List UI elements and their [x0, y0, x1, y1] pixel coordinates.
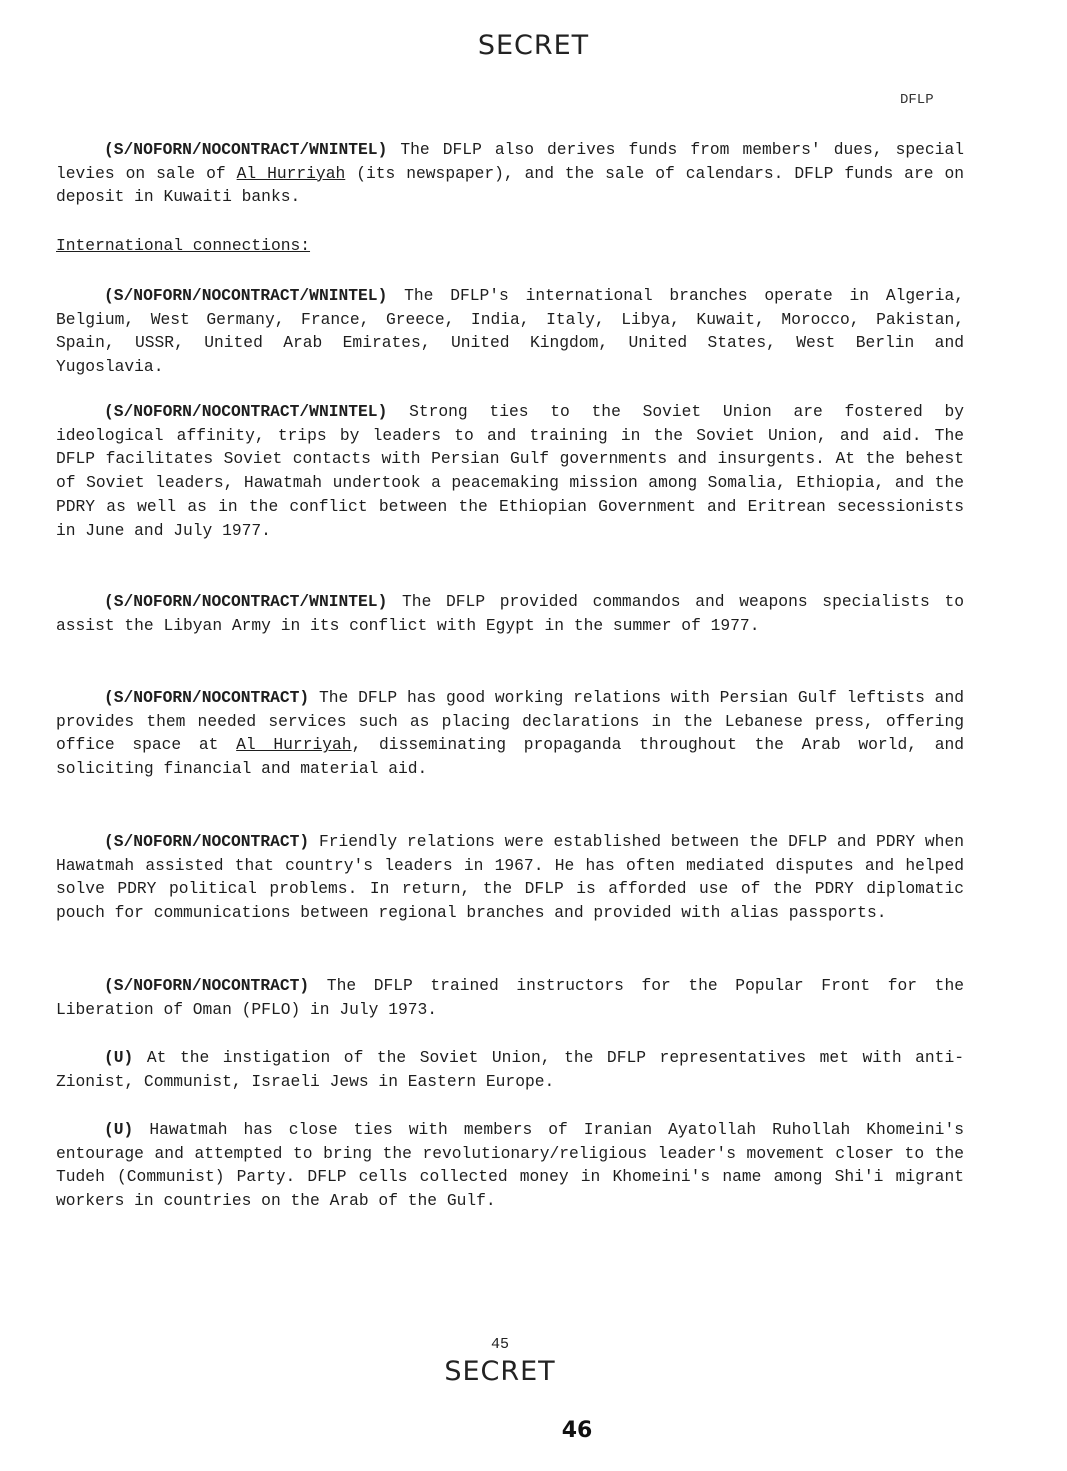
section-heading: International connections:	[56, 236, 311, 255]
paragraph-text: The DFLP has good working relations with Persian Gulf leftists and provides them needed services such as placing declarations in the Lebanese press, offering office space at	[56, 688, 964, 755]
frame-number: 46	[561, 1418, 593, 1443]
classification-marking: (S/NOFORN/NOCONTRACT)	[104, 688, 310, 707]
paragraph-text: Strong ties to the Soviet Union are fostered by ideological affinity, trips by leaders to and training in the Soviet Union, and aid. The DFLP facilitates Soviet contacts with Persian Gulf governments and insurgents. At the behest of Soviet leaders, Hawatmah undertook a peacemaking mission among Somalia, Ethiopia, and the PDRY as well as in the conflict between the Ethiopian Government and Eritrean secessionists in June and July 1977.	[56, 402, 964, 540]
page-number: 45	[490, 1336, 509, 1353]
newspaper-name: Al Hurriyah	[236, 735, 352, 755]
paragraph-gulf-leftists	[56, 686, 964, 781]
paragraph-text: At the instigation of the Soviet Union, the DFLP representatives met with anti-Zionist, Communist, Israeli Jews in Eastern Europe.	[56, 1048, 964, 1091]
paragraph-branches	[56, 284, 964, 379]
classification-marking: (S/NOFORN/NOCONTRACT)	[104, 976, 310, 995]
paragraph-pdry	[56, 830, 964, 925]
classification-marking: (U)	[104, 1048, 134, 1067]
classification-marking: (S/NOFORN/NOCONTRACT/WNINTEL)	[104, 592, 388, 611]
classification-marking: (S/NOFORN/NOCONTRACT/WNINTEL)	[104, 402, 388, 421]
paragraph-text: The DFLP also derives funds from members' dues, special levies on sale of	[56, 140, 964, 183]
paragraph-pflo	[56, 974, 964, 1021]
paragraph-text: Friendly relations were established between the DFLP and PDRY when Hawatmah assisted that country's leaders in 1967. He has often mediated disputes and helped solve PDRY political problems. In return, the DFLP is afforded use of the PDRY diplomatic pouch for communications between regional branches and provided with alias passports.	[56, 832, 964, 923]
newspaper-name: Al Hurriyah	[236, 163, 346, 183]
paragraph-khomeini	[56, 1118, 964, 1213]
classification-marking: (S/NOFORN/NOCONTRACT)	[104, 832, 310, 851]
paragraph-text: (its newspaper), and the sale of calendars. DFLP funds are on deposit in Kuwaiti banks.	[56, 163, 964, 207]
paragraph-israeli-jews	[56, 1046, 964, 1093]
classification-marking: (U)	[104, 1120, 134, 1139]
paragraph-text: The DFLP's international branches operate in Algeria, Belgium, West Germany, France, Greece, India, Italy, Libya, Kuwait, Morocco, Pakistan, Spain, USSR, United Arab Emirates, United Kingdom, United States, West Berlin and Yugoslavia.	[56, 286, 964, 377]
classification-header: SECRET	[477, 30, 590, 61]
paragraph-text: Hawatmah has close ties with members of Iranian Ayatollah Ruhollah Khomeini's entourage and attempted to bring the revolutionary/religious leader's movement closer to the Tudeh (Communist) Party. DFLP cells collected money in Khomeini's name among Shi'i migrant workers in countries on the Arab of the Gulf.	[56, 1120, 964, 1211]
paragraph-soviet-ties	[56, 400, 964, 542]
paragraph-text: , disseminating propaganda throughout the Arab world, and soliciting financial and material aid.	[56, 735, 965, 779]
classification-footer: SECRET	[444, 1356, 556, 1387]
paragraph-text: The DFLP provided commandos and weapons specialists to assist the Libyan Army in its conflict with Egypt in the summer of 1977.	[56, 592, 964, 635]
paragraph-text: The DFLP trained instructors for the Popular Front for the Liberation of Oman (PFLO) in July 1973.	[56, 976, 964, 1019]
paragraph-funds	[56, 138, 964, 209]
classification-marking: (S/NOFORN/NOCONTRACT/WNINTEL)	[104, 286, 388, 305]
classification-marking: (S/NOFORN/NOCONTRACT/WNINTEL)	[104, 140, 388, 159]
document-tag: DFLP	[900, 92, 934, 108]
paragraph-libya	[56, 590, 964, 637]
